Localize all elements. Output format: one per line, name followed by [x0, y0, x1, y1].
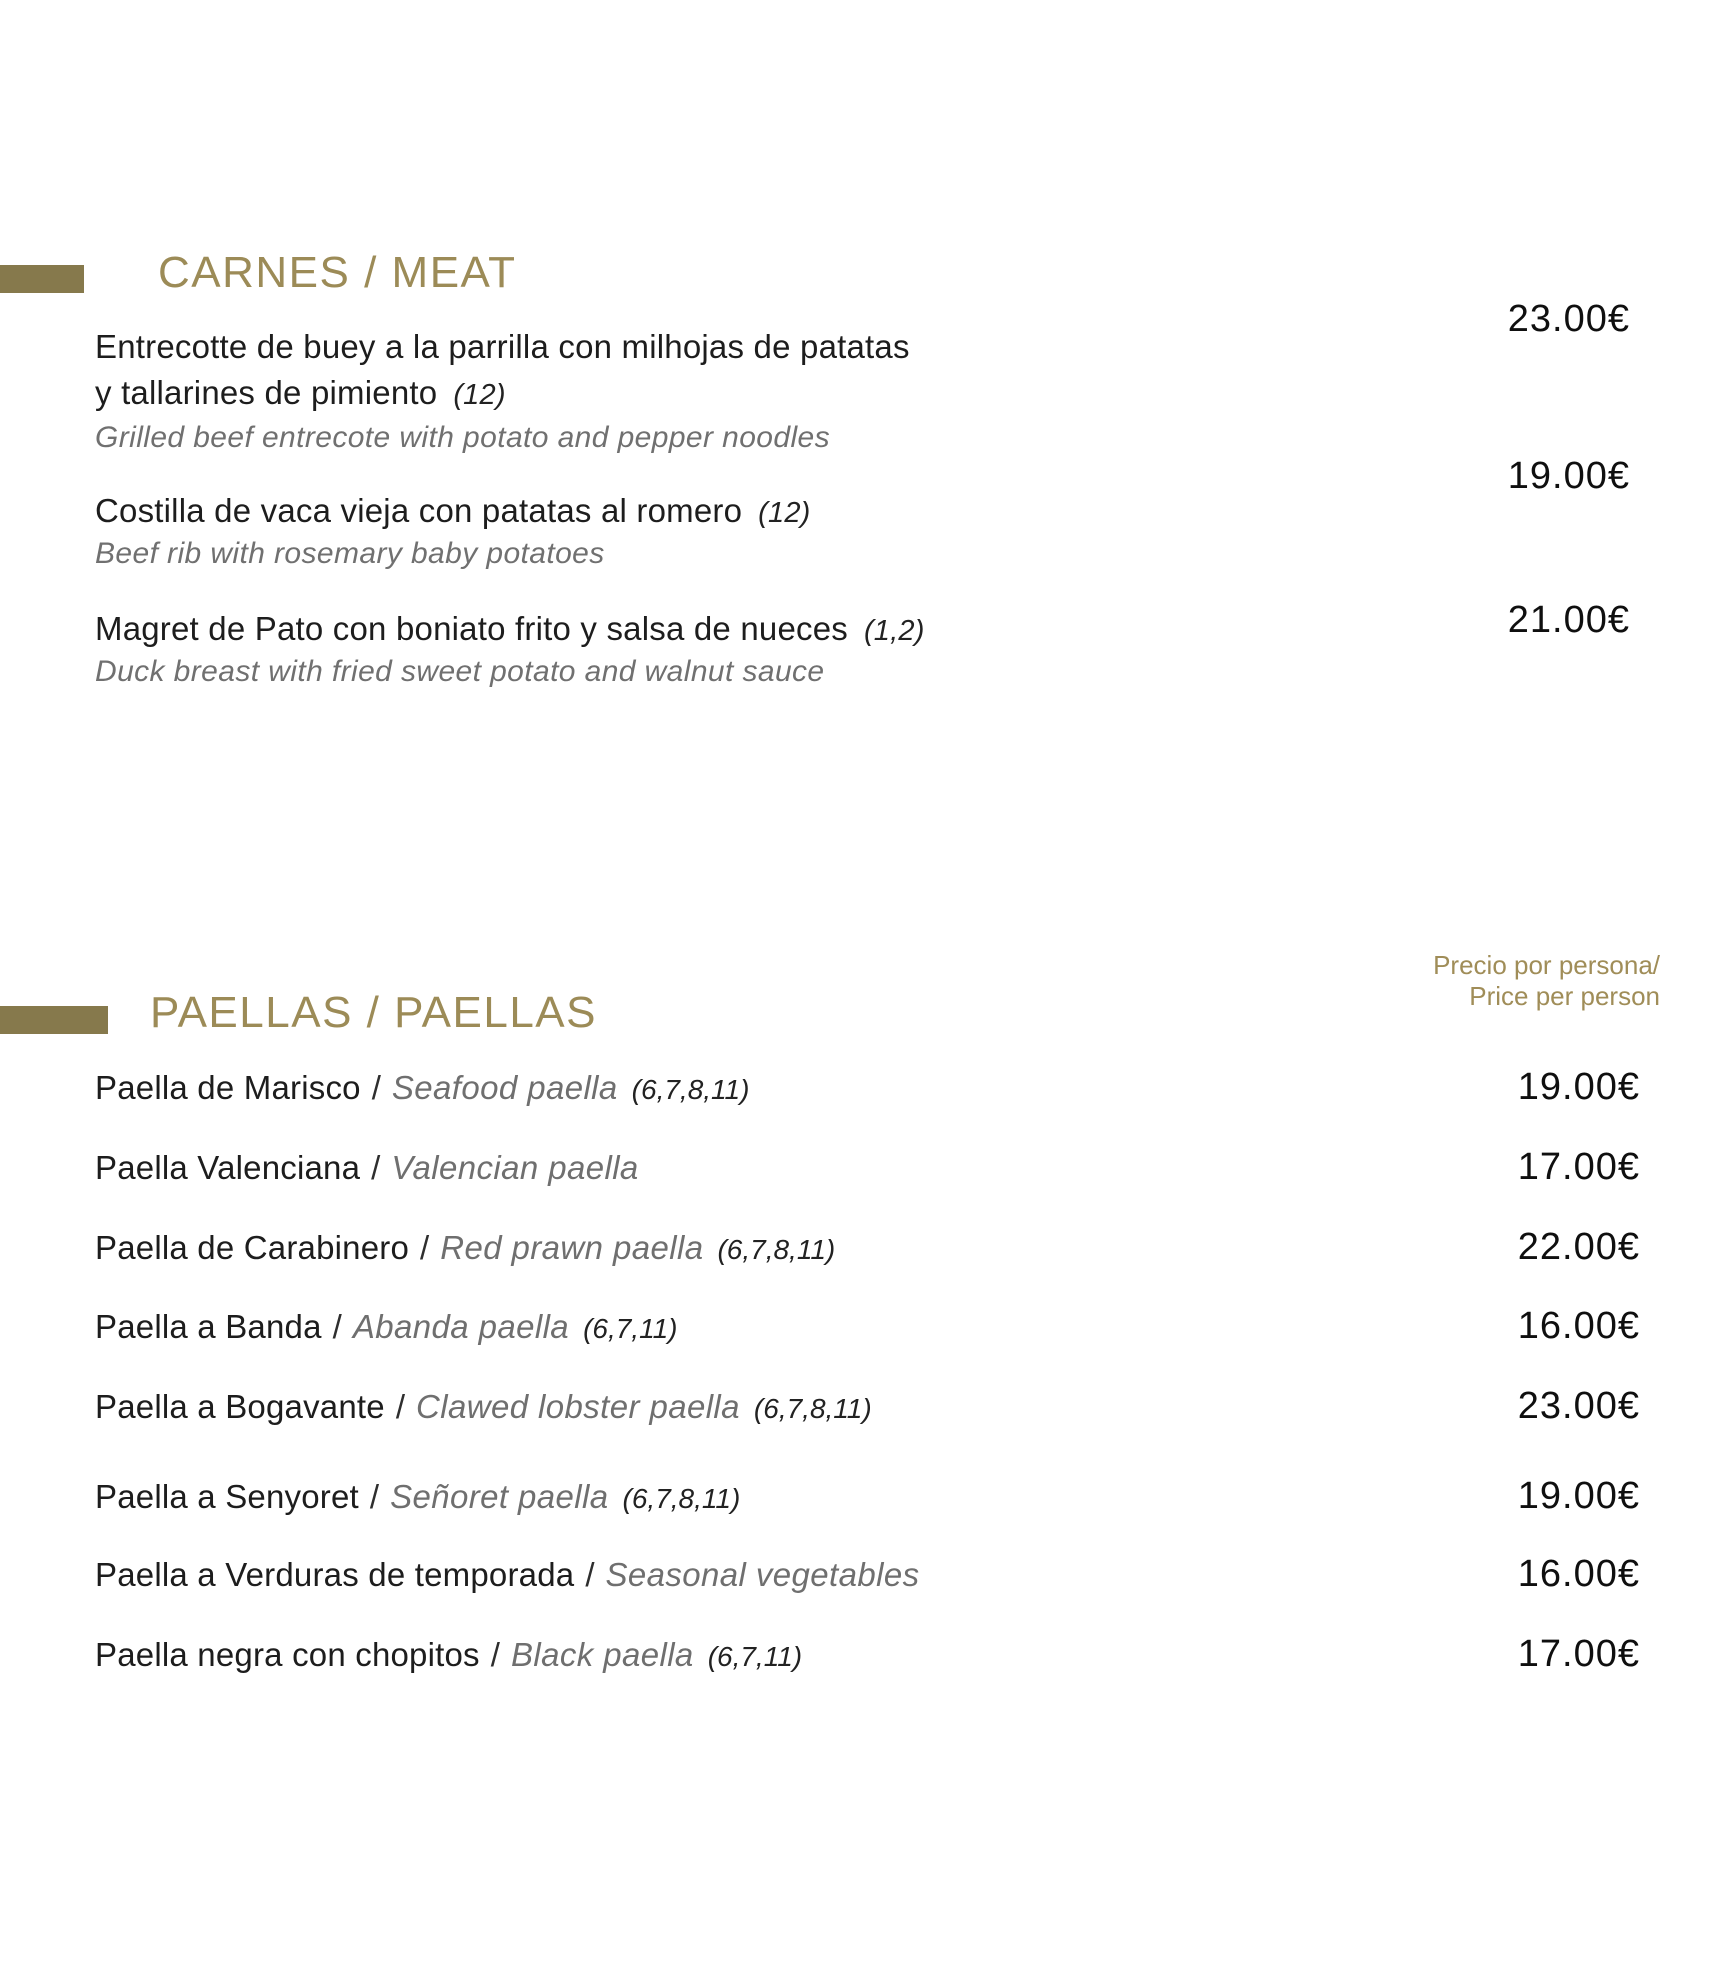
name-separator: /	[369, 1478, 380, 1515]
paella-english-name: Señoret paella	[390, 1478, 609, 1515]
name-separator: /	[371, 1149, 381, 1186]
paella-row	[95, 1633, 1640, 1676]
paella-price: 16.00€	[1517, 1553, 1640, 1595]
price-note-line-en: Price per person	[1469, 981, 1660, 1011]
paella-row	[95, 1475, 1640, 1518]
paella-name: Paella a Bogavante	[95, 1388, 385, 1425]
paella-price: 19.00€	[1517, 1066, 1640, 1108]
dish-price: 19.00€	[1507, 455, 1630, 497]
paella-price: 17.00€	[1517, 1146, 1640, 1188]
paellas-section-bar	[0, 1006, 108, 1034]
name-separator: /	[585, 1556, 595, 1593]
paella-name: Paella a Senyoret	[95, 1478, 359, 1515]
paella-english-name: Seafood paella	[391, 1069, 618, 1106]
paella-english-name: Valencian paella	[391, 1149, 639, 1186]
price-per-person-note	[1433, 950, 1660, 1012]
allergen-codes: (6,7,11)	[707, 1641, 803, 1672]
paella-price: 19.00€	[1517, 1475, 1640, 1517]
paella-row	[95, 1146, 1640, 1189]
paella-name: Paella de Marisco	[95, 1069, 361, 1106]
carnes-section-title: CARNES / MEAT	[158, 248, 517, 297]
paella-english-name: Red prawn paella	[440, 1229, 704, 1266]
paella-name: Paella a Banda	[95, 1308, 322, 1345]
allergen-codes: (6,7,11)	[583, 1313, 678, 1344]
paella-row	[95, 1305, 1640, 1348]
carnes-section-bar	[0, 265, 84, 293]
dish-price: 21.00€	[1507, 599, 1630, 641]
dish-description: Duck breast with fried sweet potato and walnut sauce	[95, 655, 825, 688]
paella-row	[95, 1385, 1640, 1428]
paella-row	[95, 1066, 1640, 1109]
paella-english-name: Clawed lobster paella	[416, 1388, 740, 1425]
paella-english-name: Black paella	[510, 1636, 694, 1673]
name-separator: /	[490, 1636, 500, 1673]
name-separator: /	[332, 1308, 342, 1345]
dish-name: Entrecotte de buey a la parrilla con milhojas de patatas	[95, 328, 910, 365]
paella-price: 17.00€	[1517, 1633, 1640, 1675]
allergen-codes: (6,7,8,11)	[622, 1483, 741, 1514]
name-separator: /	[371, 1069, 381, 1106]
paella-price: 22.00€	[1517, 1226, 1640, 1268]
dish-name: y tallarines de pimiento (12)	[95, 374, 506, 411]
paella-price: 23.00€	[1517, 1385, 1640, 1427]
dish-name: Costilla de vaca vieja con patatas al romero (12)	[95, 492, 811, 529]
allergen-codes: (1,2)	[863, 615, 925, 647]
paella-row	[95, 1553, 1640, 1596]
allergen-codes: (6,7,8,11)	[717, 1234, 836, 1265]
dish-description: Grilled beef entrecote with potato and pepper noodles	[95, 421, 831, 454]
allergen-codes: (12)	[453, 379, 506, 411]
paella-name: Paella a Verduras de temporada	[95, 1556, 575, 1593]
allergen-codes: (6,7,8,11)	[753, 1393, 872, 1424]
dish-price: 23.00€	[1507, 298, 1630, 340]
paella-english-name: Abanda paella	[352, 1308, 570, 1345]
paellas-section-title: PAELLAS / PAELLAS	[150, 988, 598, 1037]
allergen-codes: (12)	[758, 497, 811, 529]
name-separator: /	[395, 1388, 405, 1425]
paella-row	[95, 1226, 1640, 1269]
price-note-line-es: Precio por persona/	[1433, 950, 1660, 980]
dish-name: Magret de Pato con boniato frito y salsa de nueces (1,2)	[95, 610, 925, 647]
dish-description: Beef rib with rosemary baby potatoes	[95, 537, 605, 570]
paella-name: Paella de Carabinero	[95, 1229, 410, 1266]
paella-name: Paella Valenciana	[95, 1149, 361, 1186]
paella-name: Paella negra con chopitos	[95, 1636, 480, 1673]
paella-english-name: Seasonal vegetables	[605, 1556, 920, 1593]
allergen-codes: (6,7,8,11)	[631, 1074, 750, 1105]
name-separator: /	[420, 1229, 430, 1266]
paella-price: 16.00€	[1517, 1305, 1640, 1347]
